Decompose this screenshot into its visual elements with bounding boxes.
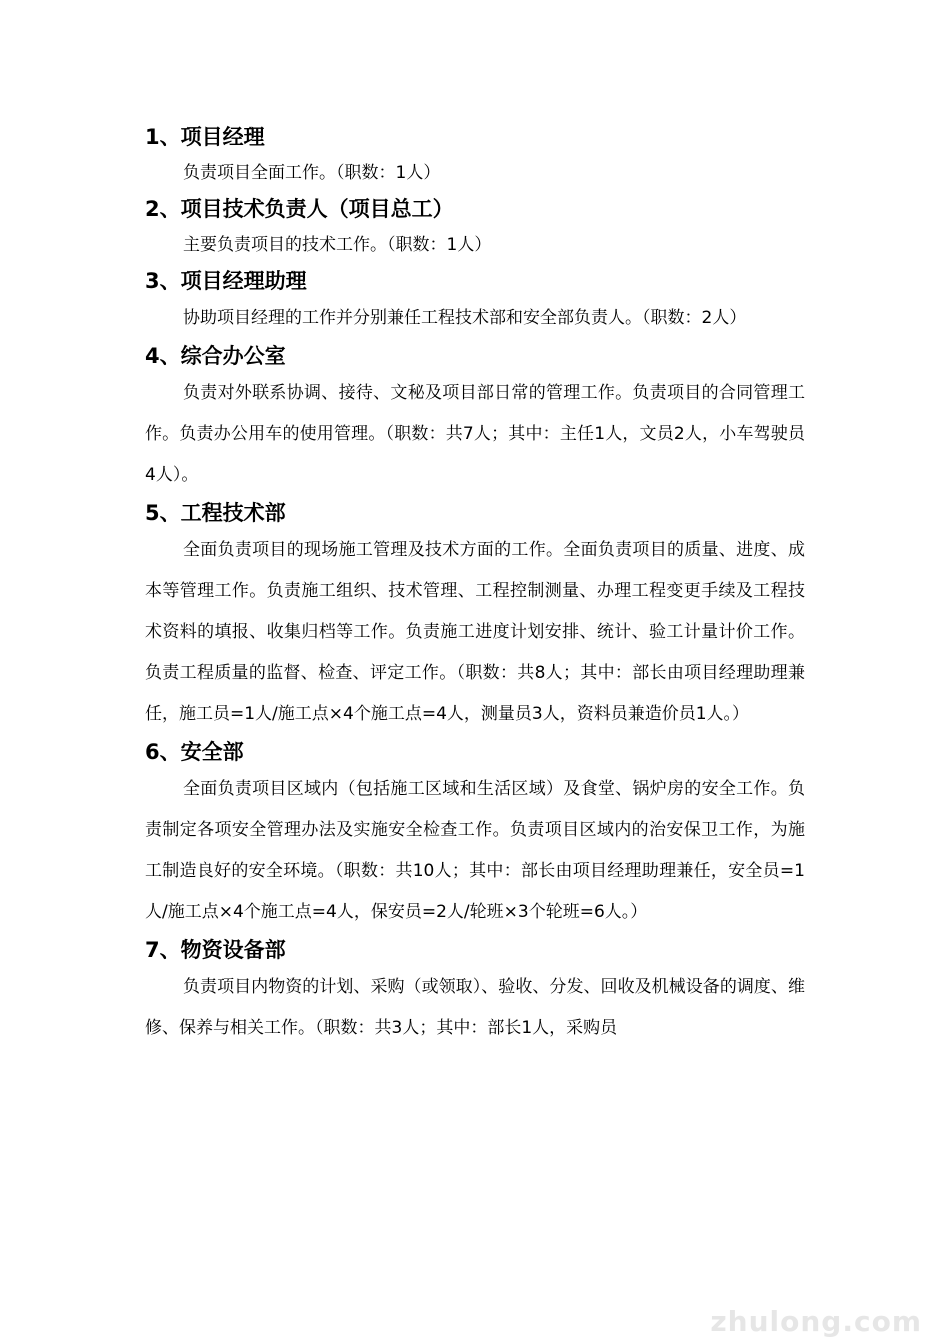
section-heading-7: 7、物资设备部 xyxy=(145,938,286,962)
section-heading-5: 5、工程技术部 xyxy=(145,501,286,525)
section-text-1: 负责项目全面工作。（职数：1人） xyxy=(183,163,441,183)
section-text-5: 全面负责项目的现场施工管理及技术方面的工作。全面负责项目的质量、进度、成本等管理工作。负责施工组织、技术管理、工程控制测量、办理工程变更手续及工程技术资料的填报、收集归档等工作。负责施工进度计划安排、统计、验工计量计价工作。负责工程质量的监督、检查、评定工作。（职数：共8人；其中：部长由项目经理助理兼任，施工员=1人/施工点×4个施工点=4人，测量员3人，资料员兼造价员1人。） xyxy=(145,540,805,724)
watermark-logo: zhulong.com xyxy=(710,1305,922,1338)
section-text-7: 负责项目内物资的计划、采购（或领取）、验收、分发、回收及机械设备的调度、维修、保养与相关工作。（职数：共3人；其中：部长1人，采购员 xyxy=(145,977,805,1038)
section-heading-1: 1、项目经理 xyxy=(145,125,265,149)
document-page xyxy=(145,120,805,1049)
section-text-4: 负责对外联系协调、接待、文秘及项目部日常的管理工作。负责项目的合同管理工作。负责办公用车的使用管理。（职数：共7人；其中：主任1人，文员2人，小车驾驶员4人）。 xyxy=(145,383,805,485)
section-text-6: 全面负责项目区域内（包括施工区域和生活区域）及食堂、锅炉房的安全工作。负责制定各项安全管理办法及实施安全检查工作。负责项目区域内的治安保卫工作，为施工制造良好的安全环境。（职数：共10人；其中：部长由项目经理助理兼任，安全员=1人/施工点×4个施工点=4人，保安员=2人/轮班×3个轮班=6人。） xyxy=(145,779,805,922)
section-text-2: 主要负责项目的技术工作。（职数：1人） xyxy=(183,235,492,255)
section-heading-4: 4、综合办公室 xyxy=(145,344,286,368)
section-heading-3: 3、项目经理助理 xyxy=(145,269,307,293)
section-text-3: 协助项目经理的工作并分别兼任工程技术部和安全部负责人。（职数：2人） xyxy=(183,308,747,328)
section-heading-2: 2、项目技术负责人（项目总工） xyxy=(145,197,454,221)
section-heading-6: 6、安全部 xyxy=(145,740,244,764)
